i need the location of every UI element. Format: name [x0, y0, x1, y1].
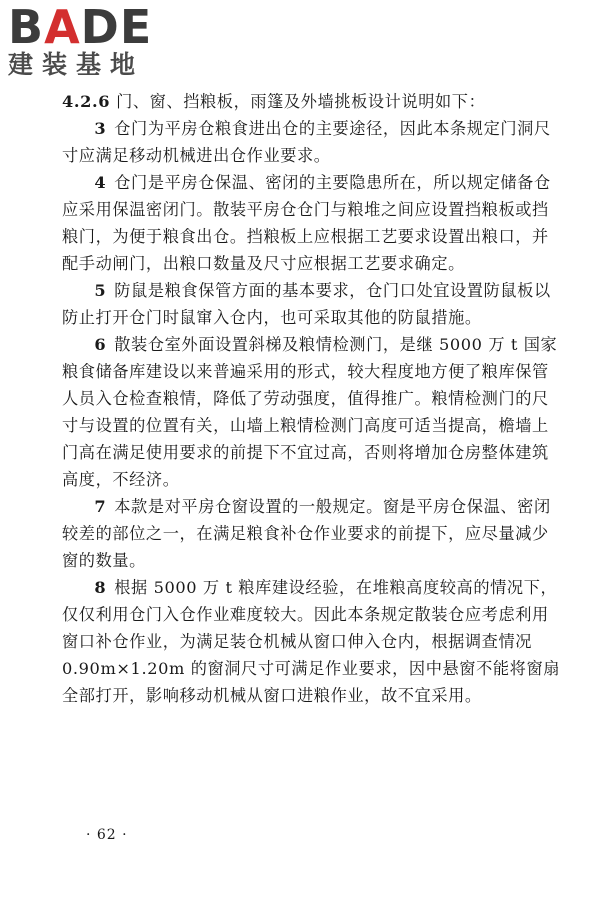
clause-paragraph: [62, 493, 562, 574]
clause-number: 4: [94, 173, 107, 192]
clause-paragraph: [62, 574, 562, 709]
section-number: 4.2.6: [62, 92, 111, 111]
logo-subtitle: 建装基地: [8, 50, 145, 79]
clause-text: 仓门为平房仓粮食进出仓的主要途径，因此本条规定门洞尺寸应满足移动机械进出仓作业要求。: [62, 119, 551, 165]
section-title: 门、窗、挡粮板，雨篷及外墙挑板设计说明如下：: [116, 92, 486, 111]
document-body: [62, 88, 562, 709]
clause-number: 8: [94, 578, 107, 597]
bade-logo: [8, 0, 178, 80]
logo-letter-a: A: [44, 0, 81, 54]
page-number: · 62 ·: [86, 827, 128, 843]
logo-wordmark: [8, 0, 178, 54]
clause-paragraph: [62, 277, 562, 331]
clause-text: 仓门是平房仓保温、密闭的主要隐患所在，所以规定储备仓应采用保温密闭门。散装平房仓仓门与粮堆之间应设置挡粮板或挡粮门，为便于粮食出仓。挡粮板上应根据工艺要求设置出粮口，并配手动闸门，出粮口数量及尺寸应根据工艺要求确定。: [62, 173, 551, 273]
clause-number: 6: [94, 335, 107, 354]
clause-number: 5: [94, 281, 107, 300]
clause-paragraph: [62, 331, 562, 493]
clause-text: 本款是对平房仓窗设置的一般规定。窗是平房仓保温、密闭较差的部位之一，在满足粮食补仓作业要求的前提下，应尽量减少窗的数量。: [62, 497, 551, 570]
logo-letter-b: B: [8, 0, 45, 54]
clause-text: 防鼠是粮食保管方面的基本要求，仓门口处宜设置防鼠板以防止打开仓门时鼠窜入仓内，也可采取其他的防鼠措施。: [62, 281, 551, 327]
clause-text: 根据 5000 万 t 粮库建设经验，在堆粮高度较高的情况下，仅仅利用仓门入仓作业难度较大。因此本条规定散装仓应考虑利用窗口补仓作业，为满足装仓机械从窗口伸入仓内，根据调查情况 0.90m×1.20m 的窗洞尺寸可满足作业要求，因中悬窗不能将窗扇全部打开，影响移动机械从窗口进粮作业，故不宜采用。: [62, 578, 561, 705]
clause-paragraph: [62, 169, 562, 277]
clause-paragraph: [62, 115, 562, 169]
logo-letters-de: DE: [80, 0, 153, 54]
clause-number: 3: [94, 119, 107, 138]
clause-text: 散装仓室外面设置斜梯及粮情检测门，是继 5000 万 t 国家粮食储备库建设以来普遍采用的形式，较大程度地方便了粮库保管人员入仓检查粮情，降低了劳动强度，值得推广。粮情检测门的尺寸与设置的位置有关，山墙上粮情检测门高度可适当提高，檐墙上门高在满足使用要求的前提下不宜过高，否则将增加仓房整体建筑高度，不经济。: [62, 335, 558, 489]
clause-number: 7: [94, 497, 107, 516]
section-heading: [62, 88, 562, 115]
